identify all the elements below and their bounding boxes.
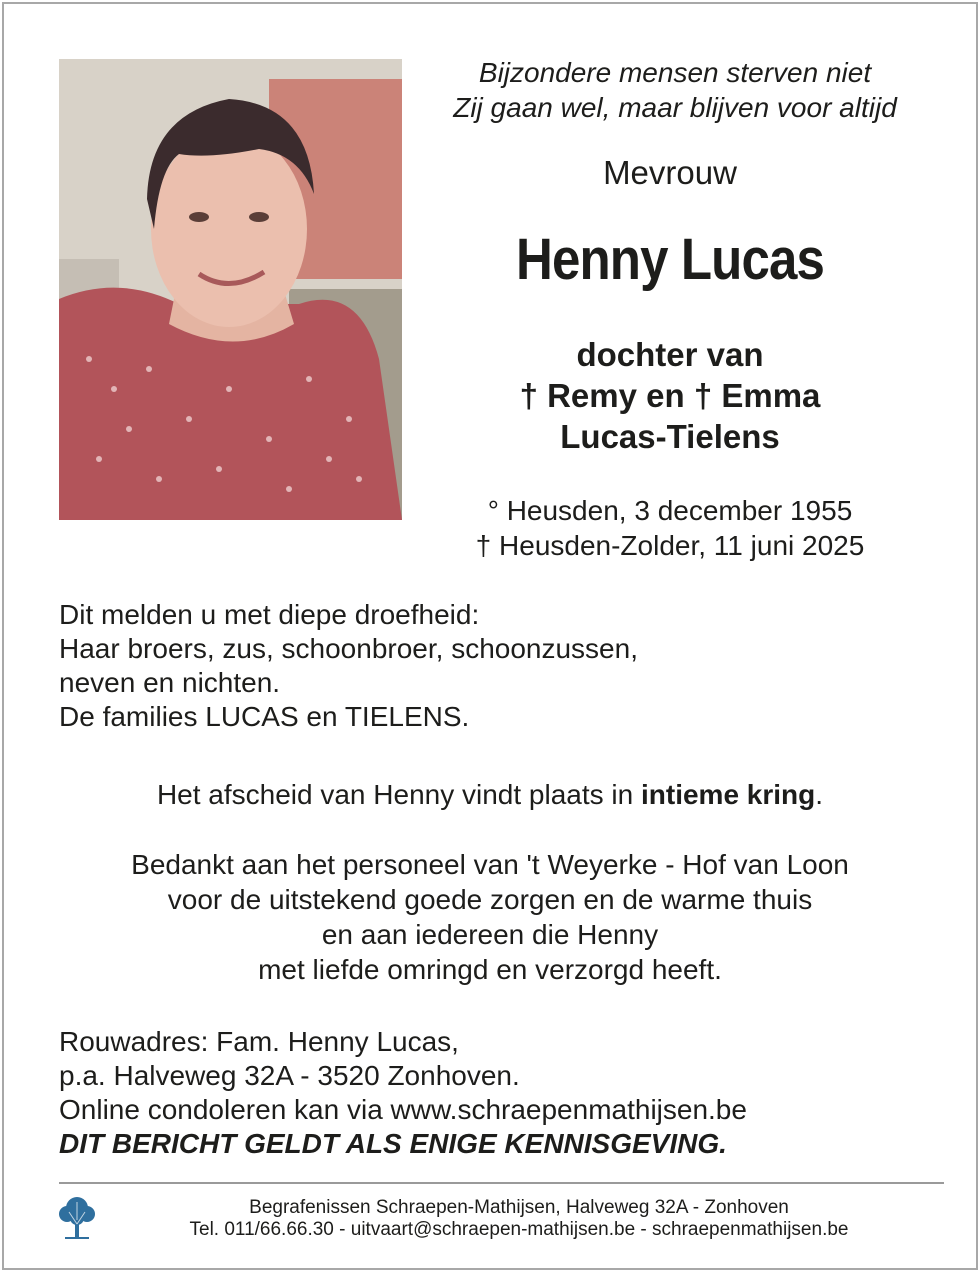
thanks-line-3: en aan iedereen die Henny — [321, 919, 659, 950]
official-notice: DIT BERICHT GELDT ALS ENIGE KENNISGEVING. — [59, 1128, 727, 1159]
postal-address: p.a. Halveweg 32A - 3520 Zonhoven. — [59, 1060, 520, 1091]
parents-block — [400, 334, 940, 457]
quote-line-2: Zij gaan wel, maar blijven voor altijd — [453, 92, 897, 123]
footer-divider — [59, 1182, 944, 1184]
farewell-prefix: Het afscheid van Henny vindt plaats in — [156, 779, 641, 810]
thanks-line-4: met liefde omringd en verzorgd heeft. — [258, 954, 722, 985]
parents-surname: Lucas-Tielens — [560, 418, 780, 455]
memorial-quote — [410, 55, 940, 125]
life-dates — [400, 493, 940, 563]
funeral-home-contact: Tel. 011/66.66.30 - uitvaart@schraepen-mathijsen.be - schraepenmathijsen.be — [189, 1219, 849, 1240]
farewell-emphasis: intieme kring — [641, 779, 816, 810]
family-line-3: De families LUCAS en TIELENS. — [59, 701, 470, 732]
death-date: † Heusden-Zolder, 11 juni 2025 — [475, 530, 865, 561]
thanks-line-2: voor de uitstekend goede zorgen en de warme thuis — [167, 884, 813, 915]
mourning-address: Rouwadres: Fam. Henny Lucas, — [59, 1026, 459, 1057]
family-line-2: neven en nichten. — [59, 667, 281, 698]
farewell-line — [40, 777, 940, 812]
deceased-name: Henny Lucas — [516, 227, 824, 292]
honorific: Mevrouw — [603, 154, 737, 191]
parents-names: † Remy en † Emma — [519, 377, 821, 414]
quote-line-1: Bijzondere mensen sterven niet — [478, 57, 872, 88]
relation-label: dochter van — [576, 336, 764, 373]
farewell-suffix: . — [815, 779, 824, 810]
family-line-1: Haar broers, zus, schoonbroer, schoonzussen, — [59, 633, 638, 664]
announcement-block — [59, 598, 638, 734]
contact-block — [59, 1025, 747, 1127]
thanks-block — [40, 847, 940, 987]
tree-icon — [57, 1194, 97, 1247]
portrait-photo — [59, 59, 402, 520]
thanks-line-1: Bedankt aan het personeel van 't Weyerke - Hof van Loon — [131, 849, 849, 880]
funeral-home-address: Begrafenissen Schraepen-Mathijsen, Halveweg 32A - Zonhoven — [249, 1197, 789, 1218]
online-condolence: Online condoleren kan via www.schraepenmathijsen.be — [59, 1094, 747, 1125]
birth-date: ° Heusden, 3 december 1955 — [487, 495, 853, 526]
announcement-intro: Dit melden u met diepe droefheid: — [59, 599, 480, 630]
